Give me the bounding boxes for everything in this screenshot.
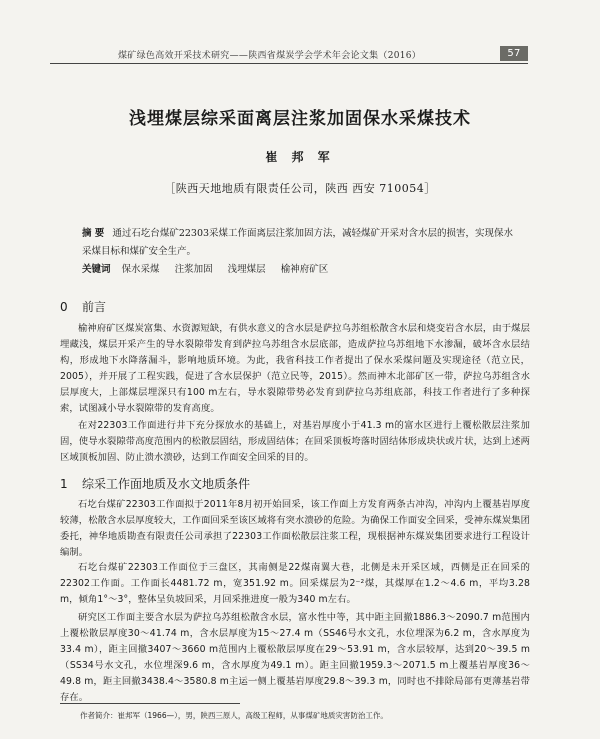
running-title: 煤矿绿色高效开采技术研究——陕西省煤炭学会学术年会论文集（2016） xyxy=(118,51,422,61)
keyword: 保水采煤 xyxy=(121,264,160,275)
keywords xyxy=(82,262,522,278)
keywords-label: 关键词 xyxy=(82,264,111,275)
section-number: 1 xyxy=(60,477,68,491)
header-rule xyxy=(50,63,528,64)
paragraph: 在对22303工作面进行井下充分探放水的基础上，对基岩厚度小于41.3 m的富水区进行上覆松散层注浆加固，使导水裂隙带高度范围内的松散层固结，形成固结体；在回采顶板垮落时固结体形成块状或片状，达到上述两区域顶板加固、防止溃水溃砂，达到工作面安全回采的目的。 xyxy=(60,420,530,463)
section-title: 前言 xyxy=(82,300,107,314)
abstract-label: 摘 要 xyxy=(82,228,105,239)
section-title: 综采工作面地质及水文地质条件 xyxy=(82,477,251,491)
paragraph: 研究区工作面主要含水层为萨拉乌苏组松散含水层，富水性中等，其中距主回撤1886.3～2090.7 m范围内上覆松散层厚度30～41.74 m，含水层厚度为15～27.4 m（SS46号水文孔，水位埋深为6.2 m，含水厚度为33.4 m），距主回撤3407～3660 m范围内上覆松散层厚度在29～53.91 m，含水层较厚，达到20～39.5 m（SS34号水文孔，水位埋深9.6 m，含水厚度为49.1 m）。距主回撤1959.3～2071.5 m上覆基岩厚度36～49.8 m，距主回撤3438.4～3580.8 m主运一侧上覆基岩厚度29.8～39.3 m，同时也不排除局部有更薄基岩带存在。 xyxy=(60,612,530,703)
abstract xyxy=(82,225,522,261)
keyword: 榆神府矿区 xyxy=(280,264,329,275)
section-number: 0 xyxy=(60,300,68,314)
section-heading xyxy=(60,298,106,315)
abstract-text: 通过石圪台煤矿22303采煤工作面离层注浆加固方法，减轻煤矿开采对含水层的损害，实现保水采煤目标和煤矿安全生产。 xyxy=(82,228,514,257)
keyword: 浅埋煤层 xyxy=(227,264,266,275)
running-head xyxy=(118,46,528,62)
affiliation: ［陕西天地地质有限责任公司，陕西 西安 710054］ xyxy=(164,182,436,195)
keyword: 注浆加固 xyxy=(174,264,213,275)
page-number: 57 xyxy=(500,46,528,61)
author-name: 崔 邦 军 xyxy=(265,150,335,164)
article-title: 浅埋煤层综采面离层注浆加固保水采煤技术 xyxy=(129,109,471,129)
paragraph: 石圪台煤矿22303工作面位于三盘区，其南侧是22煤南翼大巷，北侧是未开采区域，西侧是正在回采的22302工作面。工作面长4481.72 m，宽351.92 m。回采煤层为2⁻²煤，其煤厚在1.2～4.6 m，平均3.28 m，倾角1°～3°，整体呈负坡回采，月回采推进度一般为340 m左右。 xyxy=(60,562,530,605)
paragraph: 石圪台煤矿22303工作面拟于2011年8月初开始回采，该工作面上方发育两条古冲沟，冲沟内上覆基岩厚度较薄，松散含水层厚度较大，工作面回采至该区域将有突水溃砂的危险。为确保工作面安全回采，受神东煤炭集团委托，神华地质勘查有限责任公司承担了22303工作面松散层注浆工程，现根据神东煤炭集团要求进行工程设计编制。 xyxy=(60,499,530,558)
section-heading xyxy=(60,475,250,492)
paragraph: 榆神府矿区煤炭富集、水资源短缺，有供水意义的含水层是萨拉乌苏组松散含水层和烧变岩含水层，由于煤层埋藏浅，煤层开采产生的导水裂隙带发育到萨拉乌苏组含水层底部，造成萨拉乌苏组地下水渗漏，破坏含水层结构，形成地下水降落漏斗，影响地质环境。为此，我省科技工作者提出了保水采煤问题及实现途径（范立民，2005），并开展了工程实践，促进了含水层保护（范立民等，2015）。然而神木北部矿区一带，萨拉乌苏组含水层厚度大，上部煤层埋深只有100 m左右，导水裂隙带势必发育到萨拉乌苏组底部，科技工作者进行了多种探索，试图减小导水裂隙带的发育高度。 xyxy=(60,323,530,414)
footnote: 作者简介：崔邦军（1966—），男，陕西三原人，高级工程师，从事煤矿地质灾害防治工作。 xyxy=(80,711,388,720)
footnote-rule xyxy=(60,703,240,704)
